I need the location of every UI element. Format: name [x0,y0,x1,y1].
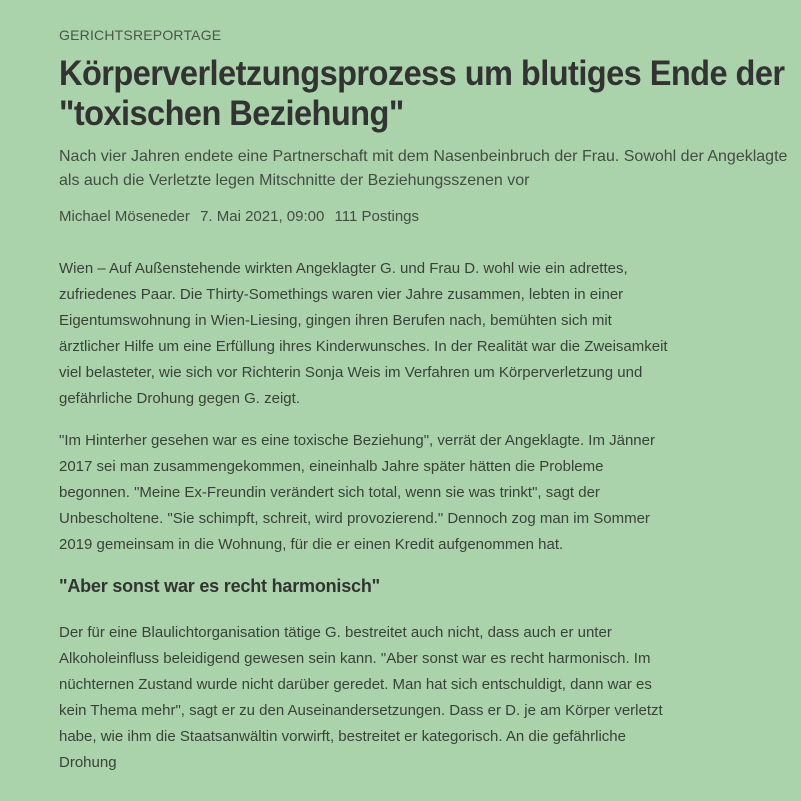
author-link[interactable]: Michael Möseneder [59,208,190,225]
article-lead: Nach vier Jahren endete eine Partnerschaft mit dem Nasenbeinbruch der Frau. Sowohl der Angeklagte als auch die Verletzte legen Mitschnitte der Beziehungsszenen vor [59,148,788,189]
postings-link[interactable]: 111 Postings [334,208,420,225]
paragraph: Wien – Auf Außenstehende wirkten Angeklagter G. und Frau D. wohl wie ein adrettes, zufriedenes Paar. Die Thirty-Somethings waren vier Jahre zusammen, lebten in einer Eigentumswohnung in Wien-Liesing, gingen ihren Berufen nach, bemühten sich mit ärztlicher Hilfe um eine Erfüllung ihres Kinderwunsches. In der Realität war die Zweisamkeit viel belasteter, wie sich vor Richterin Sonja Weis im Verfahren um Körperverletzung und gefährliche Drohung gegen G. zeigt. [59,260,668,407]
article-kicker[interactable]: GERICHTSREPORTAGE [59,27,222,43]
paragraph: "Im Hinterher gesehen war es eine toxische Beziehung", verrät der Angeklagte. Im Jänner 2017 sei man zusammengekommen, eineinhalb Jahre später hätten die Probleme begonnen. "Meine Ex-Freundin verändert sich total, wenn sie was trinkt", sagt der Unbescholtene. "Sie schimpft, schreit, wird provozierend." Dennoch zog man im Sommer 2019 gemeinsam in die Wohnung, für die er einen Kredit aufgenommen hat. [59,432,655,553]
subheading: "Aber sonst war es recht harmonisch" [59,576,380,596]
publish-date: 7. Mai 2021, 09:00 [200,208,325,225]
article-meta [59,207,425,227]
article-body [59,256,674,792]
article-headline: Körperverletzungsprozess um blutiges Ende der "toxischen Beziehung" [59,54,785,133]
paragraph: Der für eine Blaulichtorganisation tätige G. bestreitet auch nicht, dass auch er unter Alkoholeinfluss beleidigend gewesen sein kann. "Aber sonst war es recht harmonisch. Im nüchternen Zustand wurde nicht darüber geredet. Man hat sich entschuldigt, dann war es kein Thema mehr", sagt er zu den Auseinandersetzungen. Dass er D. je am Körper verletzt habe, wie ihm die Staatsanwältin vorwirft, bestreitet er kategorisch. An die gefährliche Drohung [59,624,663,771]
